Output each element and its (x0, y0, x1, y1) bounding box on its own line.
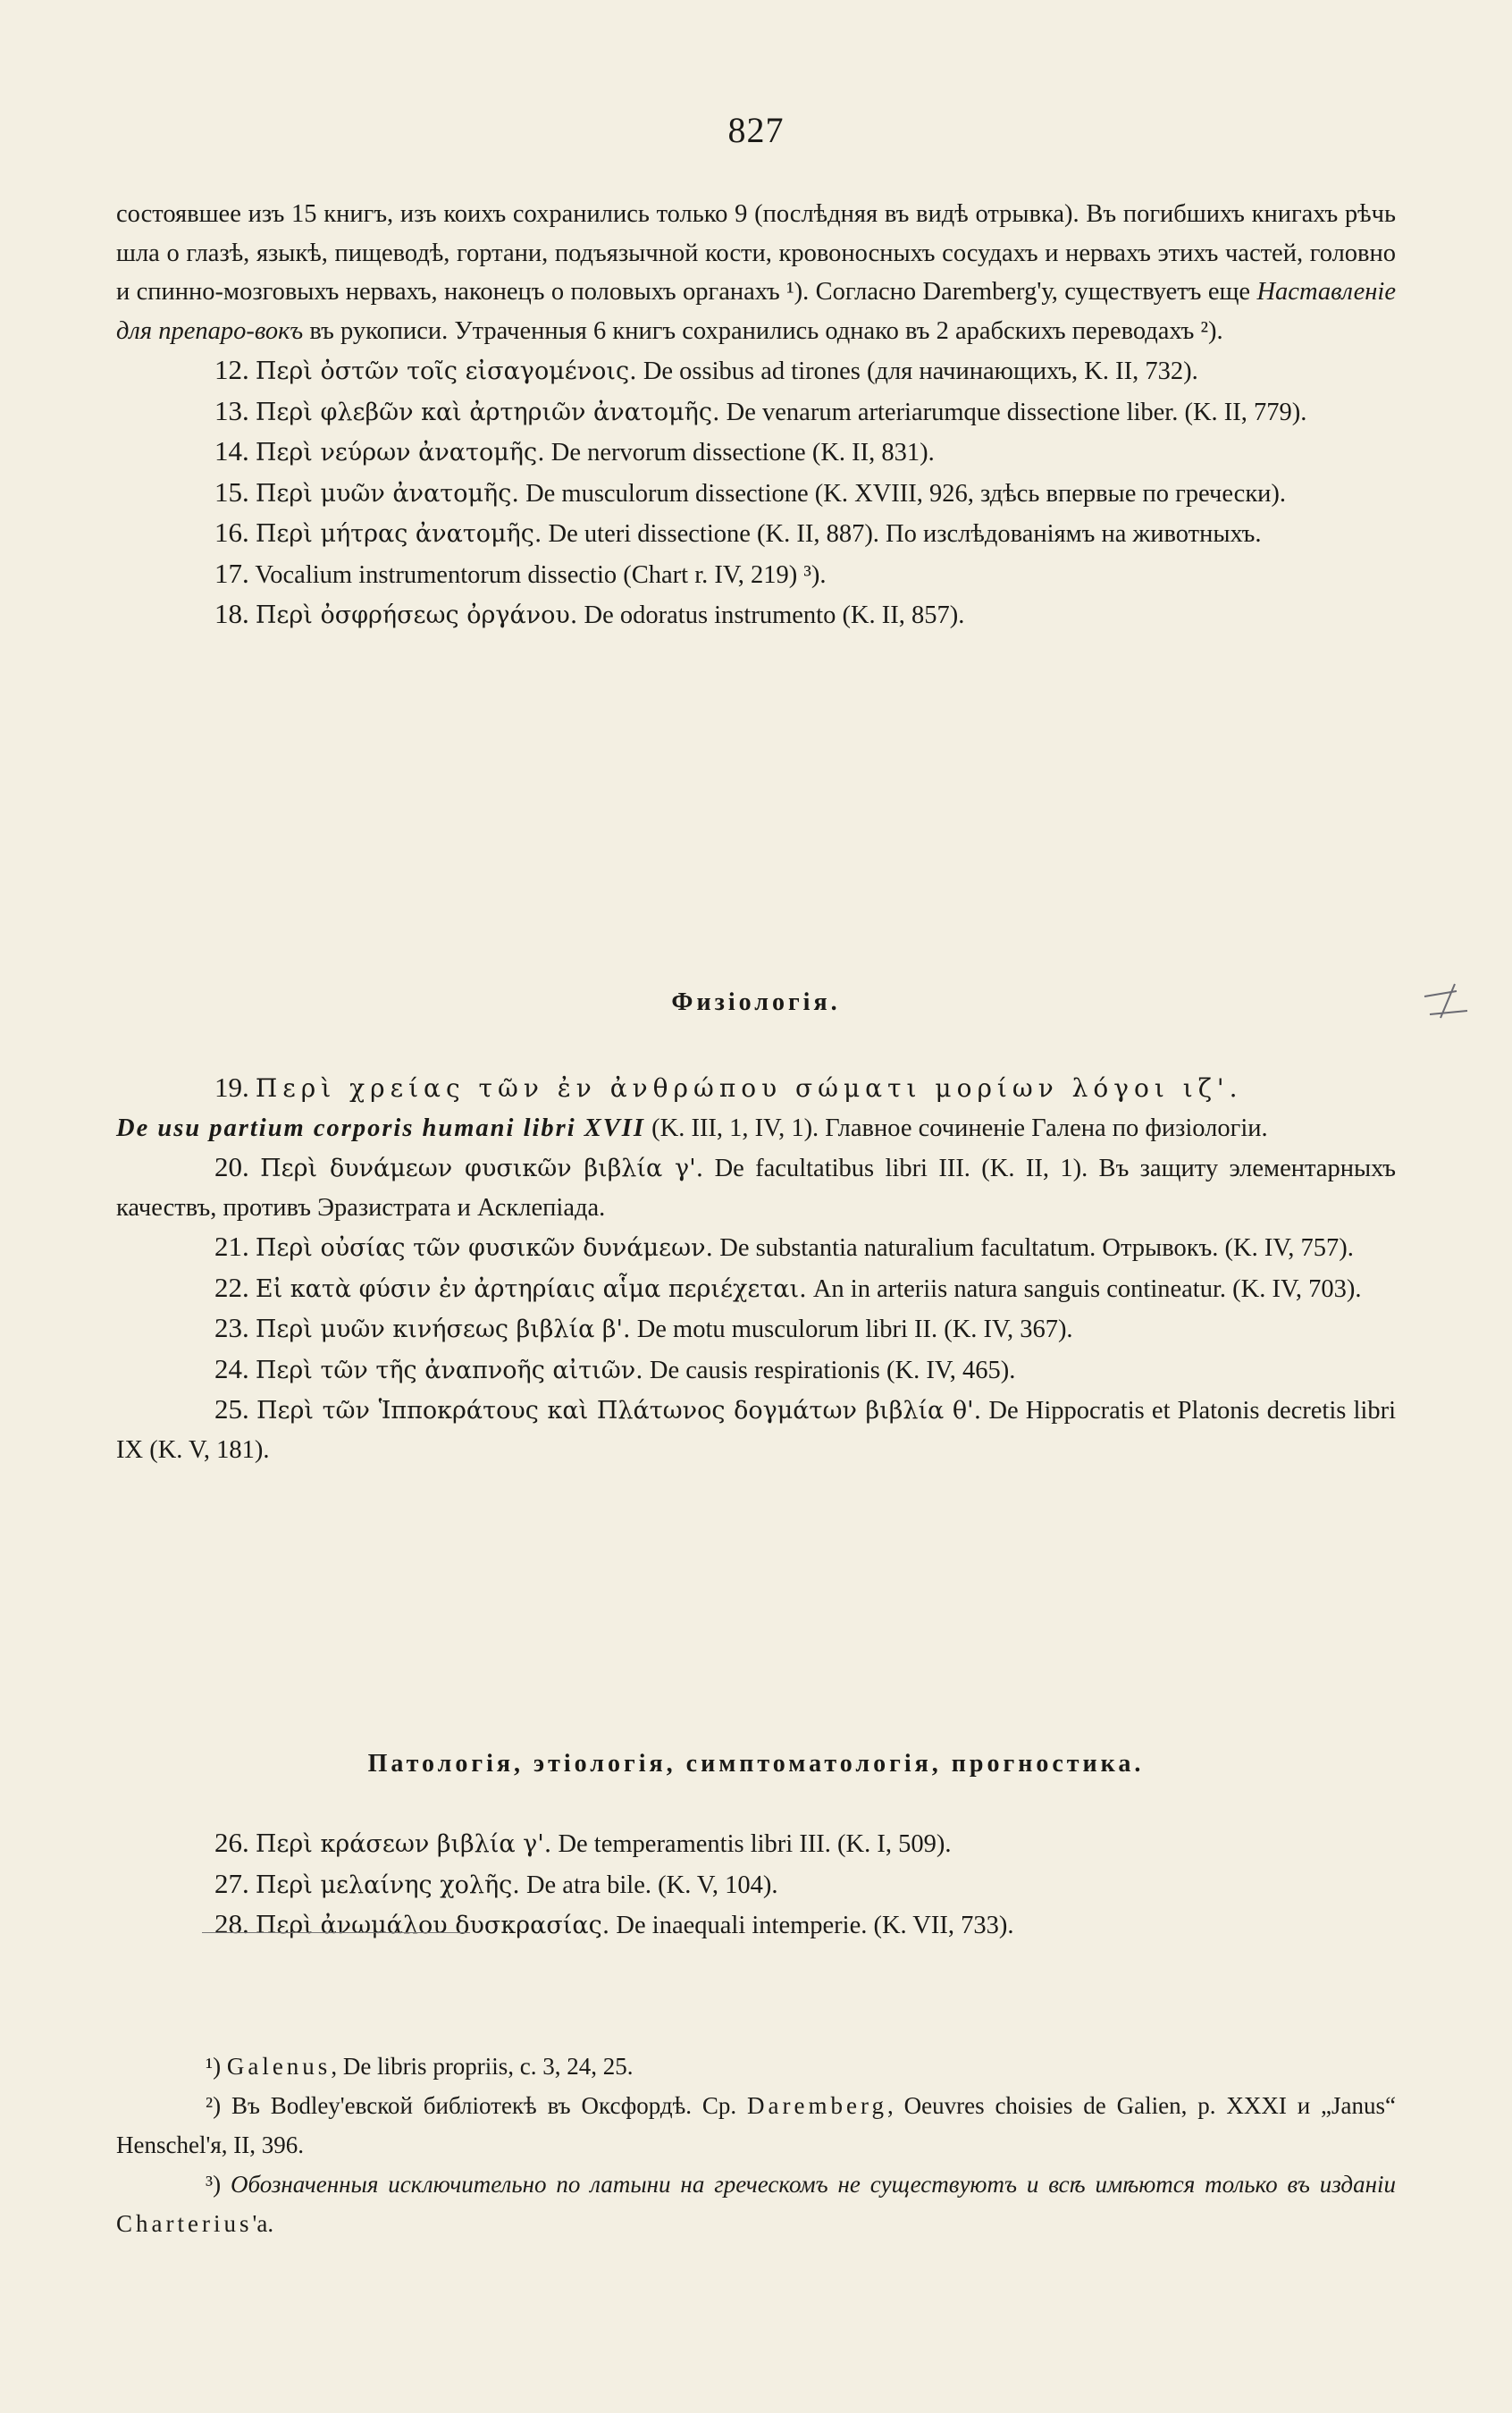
entry-latin-title: De uteri dissectione (K. II, 887). По изслѣдованіямъ на животныхъ. (542, 520, 1262, 548)
entry-latin-title: De temperamentis libri III. (K. I, 509). (551, 1830, 952, 1858)
entry-greek-title: Περὶ μελαίνης χολῆς. (255, 1871, 520, 1899)
entry-22 (116, 1268, 1396, 1309)
entry-12 (116, 350, 1396, 391)
entry-number: 25. (214, 1393, 249, 1425)
footnote-text: Обозначенныя исключительно по латыни на греческомъ не существуютъ и всѣ имѣются только въ изданіи (230, 2171, 1396, 2198)
page-number: 827 (727, 110, 785, 150)
entry-number: 19. (214, 1072, 249, 1103)
footnote-marker: ¹) (206, 2053, 222, 2080)
entry-number: 16. (214, 517, 249, 548)
entry-latin-title: De causis respirationis (K. IV, 465). (643, 1356, 1016, 1384)
entry-greek-title: Περὶ οὐσίας τῶν φυσικῶν δυνάμεων. (255, 1234, 714, 1262)
entry-number: 23. (214, 1312, 249, 1343)
entry-greek-title: Περὶ κράσεων βιβλία γ'. (255, 1830, 552, 1858)
entry-21 (116, 1227, 1396, 1268)
entry-latin-title: De inaequali intemperie. (K. VII, 733). (609, 1912, 1014, 1939)
footnotes (116, 2047, 1396, 2243)
footnote-author: Charterius (116, 2210, 253, 2237)
footnote-marker: ³) (206, 2171, 222, 2198)
footnote-3 (116, 2165, 1396, 2243)
entry-24 (116, 1349, 1396, 1391)
entry-number: 20. (214, 1151, 249, 1182)
entry-number: 21. (214, 1231, 249, 1262)
footnote-author: Galenus (226, 2053, 332, 2080)
entry-17 (116, 554, 1396, 595)
entry-greek-title: Περὶ τῶν τῆς ἀναπνοῆς αἰτιῶν. (255, 1356, 643, 1384)
footnote-1 (116, 2047, 1396, 2086)
footnote-text: 'а. (252, 2210, 274, 2237)
entry-description: (K. III, 1, IV, 1). Главное сочиненіе Галена по физіологіи. (645, 1114, 1268, 1142)
main-text (116, 195, 1396, 635)
entry-25 (116, 1390, 1396, 1469)
section-physiology-block (116, 983, 1396, 1022)
entry-13 (116, 391, 1396, 433)
entry-latin-title: De musculorum dissectione (K. XVIII, 926, здѣсь впервые по гречески). (518, 479, 1287, 508)
entry-number: 22. (214, 1271, 249, 1303)
footnote-text: , Oeuvres choisies de Galien, p. XXXI и „Janus“ Henschel'я, II, 396. (116, 2092, 1397, 2158)
entry-greek-title: Εἰ κατὰ φύσιν ἐν ἀρτηρίαις αἷμα περιέχεται. (255, 1274, 807, 1303)
entry-latin-title: De nervorum dissectione (K. II, 831). (544, 439, 935, 467)
entry-greek-title: Περὶ μυῶν ἀνατομῆς. (255, 479, 519, 508)
pencil-mark-icon (1421, 979, 1474, 1023)
entry-greek-title: Περὶ δυνάμεων φυσικῶν βιβλία γ'. (260, 1155, 704, 1182)
entry-number: 15. (214, 475, 249, 508)
physiology-entries (116, 1068, 1396, 1469)
entry-latin-title: De ossibus ad tirones (для начинающихъ, K. II, 732). (636, 357, 1198, 385)
entry-28 (116, 1904, 1396, 1946)
entry-number: 27. (214, 1867, 249, 1899)
footnote-2 (116, 2086, 1396, 2165)
entry-26 (116, 1823, 1396, 1864)
entry-latin-title: Vocalium instrumentorum dissectio (Chart r. IV, 219) ³). (255, 560, 827, 589)
entry-23 (116, 1308, 1396, 1349)
entry-number: 28. (214, 1908, 249, 1939)
entry-latin-title: De atra bile. (K. V, 104). (519, 1871, 778, 1899)
entry-16 (116, 513, 1396, 554)
intro-text: состоявшее изъ 15 книгъ, изъ коихъ сохранились только 9 (послѣдняя въ видѣ отрывка). Въ погибшихъ книгахъ рѣчь шла о глазѣ, языкѣ, пищеводѣ, гортани, подъязычной кости, кровоносныхъ сосудахъ и нервахъ этихъ частей, головно и спинно-мозговыхъ нервахъ, наконецъ о половыхъ органахъ ¹). Согласно Daremberg'у, существуетъ еще (116, 200, 1396, 306)
intro-italic-title: Наставленіе для препаро-вокъ (116, 278, 1396, 345)
entry-greek-title: Περὶ ὀσφρήσεως ὀργάνου. (255, 601, 578, 629)
pathology-entries (116, 1823, 1396, 1946)
section-heading-physiology: Физіологія. (671, 988, 841, 1016)
entry-latin-title-bold: De usu partium corporis humani libri XVII (116, 1114, 645, 1142)
footnote-divider (202, 1932, 470, 1933)
intro-tail: въ рукописи. Утраченныя 6 книгъ сохранились однако въ 2 арабскихъ переводахъ ²). (303, 316, 1223, 345)
section-pathology-block (116, 1745, 1396, 1784)
entry-latin-title: De Hippocratis et Platonis decretis libri IX (K. V, 181). (116, 1397, 1397, 1464)
entry-19-continued (116, 1109, 1396, 1148)
entry-number: 26. (214, 1827, 249, 1858)
entry-14 (116, 432, 1396, 473)
entry-greek-title: Περὶ ἀνωμάλου δυσκρασίας. (255, 1912, 610, 1939)
paragraph-intro (116, 195, 1396, 350)
entry-19 (116, 1068, 1396, 1109)
entry-greek-title: Περὶ μήτρας ἀνατομῆς. (255, 520, 542, 548)
entry-number: 14. (214, 435, 249, 467)
entry-number: 18. (214, 598, 249, 629)
entry-20 (116, 1148, 1396, 1227)
entry-greek-title: Περὶ ὀστῶν τοῖς εἰσαγομένοις. (255, 357, 637, 385)
footnote-text: , De libris propriis, c. 3, 24, 25. (331, 2053, 634, 2080)
footnote-author: Daremberg (747, 2092, 887, 2119)
entry-18 (116, 594, 1396, 635)
entry-number: 24. (214, 1352, 249, 1384)
entry-greek-title: Περὶ νεύρων ἀνατομῆς. (255, 439, 545, 467)
footnote-marker: ²) (206, 2092, 222, 2119)
entry-number: 12. (214, 354, 249, 385)
section-heading-pathology: Патологія, этіологія, симптоматологія, прогностика. (367, 1750, 1145, 1778)
entry-latin-title: De facultatibus libri III. (K. II, 1). Въ защиту элементарныхъ качествъ, противъ Эразистрата и Асклепіада. (116, 1155, 1396, 1222)
entry-27 (116, 1864, 1396, 1905)
entry-greek-title: Περὶ μυῶν κινήσεως βιβλία β'. (255, 1316, 631, 1343)
entry-latin-title: An in arteriis natura sanguis contineatur. (K. IV, 703). (806, 1274, 1362, 1303)
entry-latin-title: De substantia naturalium facultatum. Отрывокъ. (K. IV, 757). (713, 1234, 1354, 1262)
entry-latin-title: De venarum arteriarumque dissectione liber. (K. II, 779). (719, 398, 1307, 426)
entry-latin-title: De odoratus instrumento (K. II, 857). (577, 601, 965, 629)
footnote-text: Въ Bodley'евской библіотекѣ въ Оксфордѣ. Ср. (231, 2092, 748, 2119)
entry-number: 17. (214, 557, 249, 589)
entry-greek-title: Περὶ τῶν Ἱπποκράτους καὶ Πλάτωνος δογμάτων βιβλία θ'. (256, 1397, 982, 1425)
entry-greek-title: Περὶ φλεβῶν καὶ ἀρτηριῶν ἀνατομῆς. (255, 398, 720, 426)
entry-greek-title: Περὶ χρείας τῶν ἐν ἀνθρώπου σώματι μορίων λόγοι ιζ'. (255, 1073, 1243, 1103)
entry-15 (116, 473, 1396, 514)
entry-latin-title: De motu musculorum libri II. (K. IV, 367). (630, 1316, 1073, 1343)
entry-number: 13. (214, 394, 249, 426)
